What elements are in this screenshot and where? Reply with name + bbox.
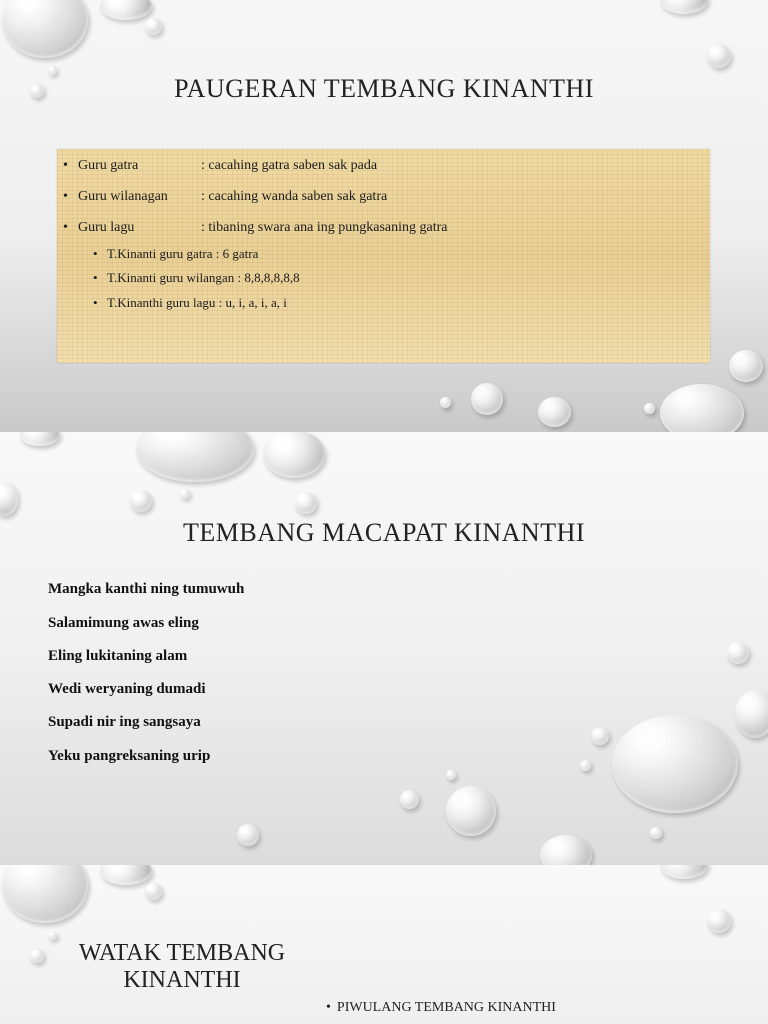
water-drop [0,482,18,516]
title-line: WATAK TEMBANG [78,940,286,966]
water-drop [591,727,609,745]
water-drop [612,715,738,813]
water-drop [660,0,708,14]
water-drop [2,865,88,923]
slide-tembang [0,432,768,865]
water-drop [130,490,152,512]
water-drop [2,0,88,58]
slide-paugeran [0,0,768,432]
slide-title [60,940,304,994]
water-drop [538,397,571,427]
water-drop [660,865,708,879]
slide-title: TEMBANG MACAPAT KINANTHI [182,518,586,547]
rule-desc: : cacahing wanda saben sak gatra [201,189,388,204]
water-drop [30,949,44,963]
lyric-line: Salamimung awas eling [48,615,199,631]
water-drop [580,760,591,771]
rules-box: • Guru gatra : cacahing gatra saben sak pada • Guru wilanagan : cacahing wanda saben sak gatra • Guru lagu : tibaning swara ana ing pungkasaning gatra • T.Kinanti guru gatra : 6 gatra • T.Kinanti guru wilangan : 8,8,8,8,8,8 • T.Kinanthi guru lagu : u, i, a, i, a, i [57,149,710,363]
water-drop [735,690,768,738]
water-drop [446,770,456,780]
lyric-line: Mangka kanthi ning tumuwuh [48,581,245,597]
water-drop [136,432,254,482]
water-drop [729,350,763,382]
lyric-line: Yeku pangreksaning urip [48,748,211,764]
lyric-line: Supadi nir ing sangsaya [48,714,201,730]
rule-term: Guru gatra [78,158,139,173]
water-drop [295,492,317,514]
rule-desc: : cacahing gatra saben sak pada [201,158,378,173]
lyric-line: Eling lukitaning alam [48,648,188,664]
rule-term: Guru lagu [78,220,135,235]
rule-term: Guru wilanagan [78,189,168,204]
water-drop [660,384,744,432]
water-drop [446,786,496,836]
water-drop [48,931,57,940]
water-drop [650,827,662,839]
water-drop [400,790,419,809]
slide-watak [0,865,768,1024]
lyric-line: Wedi weryaning dumadi [48,681,206,697]
water-drop [727,642,749,664]
water-drop [145,18,162,35]
water-drop [20,432,60,446]
water-drop [145,883,162,900]
rule-desc: : tibaning swara ana ing pungkasaning gatra [201,220,448,235]
title-line: KINANTHI [123,967,241,993]
water-drop [707,909,731,933]
water-drop [644,403,655,414]
water-drop [440,397,451,408]
bullet-item: • PIWULANG TEMBANG KINANTHI [326,1000,556,1015]
water-drop [263,432,325,478]
water-drop [100,865,152,885]
water-drop [100,0,152,20]
slide-title: PAUGERAN TEMBANG KINANTHI [174,74,594,103]
water-drop [540,835,592,865]
water-drop [471,383,503,415]
water-drop [180,489,190,499]
water-drop [707,44,731,68]
water-drop [237,824,259,846]
